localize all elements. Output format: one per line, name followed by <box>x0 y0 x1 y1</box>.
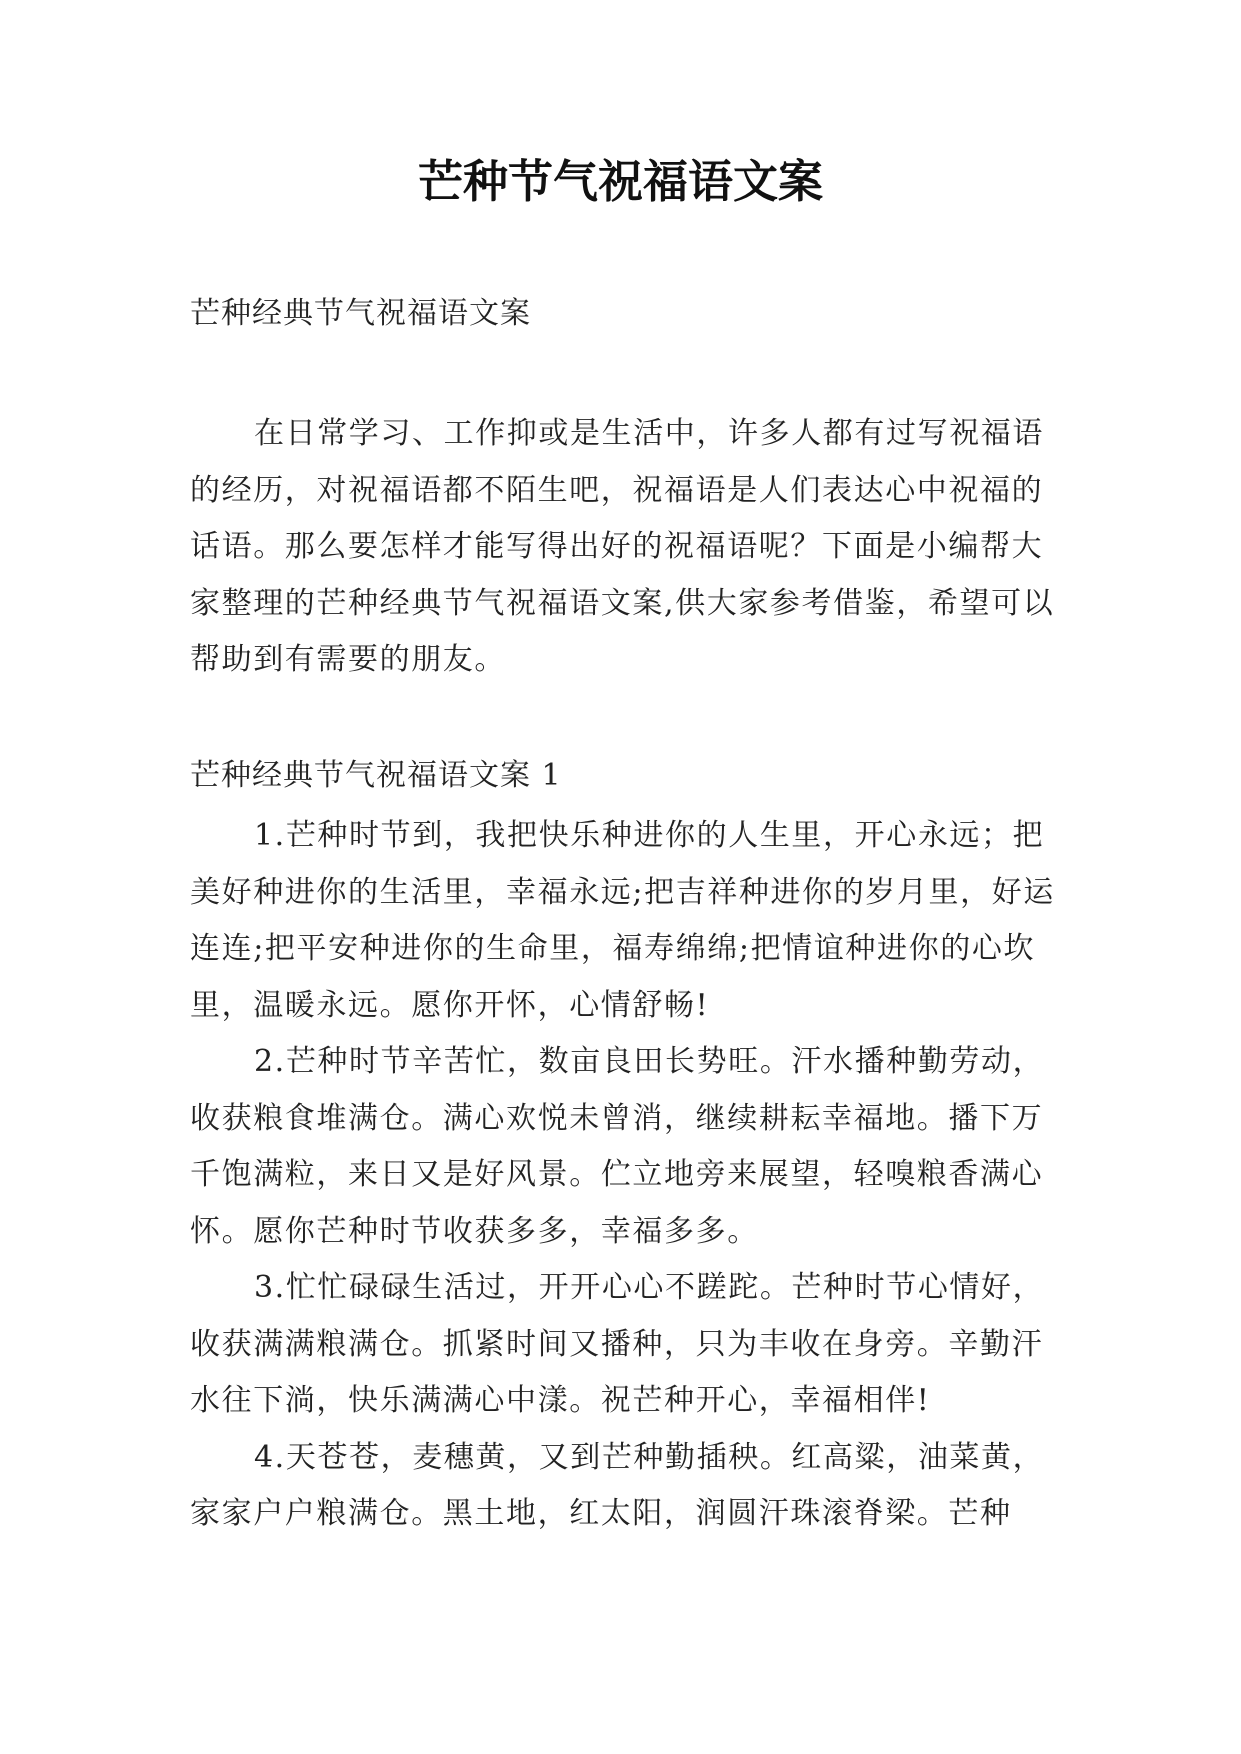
section-heading: 芒种经典节气祝福语文案 1 <box>190 758 562 793</box>
wish-item-1: 1.芒种时节到，我把快乐种进你的人生里，开心永远；把美好种进你的生活里，幸福永远;把吉祥种进你的岁月里，好运连连;把平安种进你的生命里，福寿绵绵;把情谊种进你的心坎里，温暖永远。愿你开怀，心情舒畅! <box>190 818 1055 1023</box>
wish-list <box>190 808 1060 1543</box>
intro-paragraph: 在日常学习、工作抑或是生活中，许多人都有过写祝福语的经历，对祝福语都不陌生吧，祝福语是人们表达心中祝福的话语。那么要怎样才能写得出好的祝福语呢？下面是小编帮大家整理的芒种经典节气祝福语文案,供大家参考借鉴，希望可以帮助到有需要的朋友。 <box>190 416 1055 677</box>
wish-item-2: 2.芒种时节辛苦忙，数亩良田长势旺。汗水播种勤劳动，收获粮食堆满仓。满心欢悦未曾消，继续耕耘幸福地。播下万千饱满粒，来日又是好风景。伫立地旁来展望，轻嗅粮香满心怀。愿你芒种时节收获多多，幸福多多。 <box>190 1044 1045 1249</box>
intro-block <box>190 406 1060 689</box>
wish-item-4: 4.天苍苍，麦穗黄，又到芒种勤插秧。红高粱，油菜黄，家家户户粮满仓。黑土地，红太阳，润圆汗珠滚脊梁。芒种 <box>190 1439 1045 1531</box>
document-title: 芒种节气祝福语文案 <box>417 155 823 208</box>
document-subtitle: 芒种经典节气祝福语文案 <box>190 296 531 331</box>
wish-item-3: 3.忙忙碌碌生活过，开开心心不蹉跎。芒种时节心情好，收获满满粮满仓。抓紧时间又播种，只为丰收在身旁。辛勤汗水往下淌，快乐满满心中漾。祝芒种开心，幸福相伴! <box>190 1270 1045 1418</box>
